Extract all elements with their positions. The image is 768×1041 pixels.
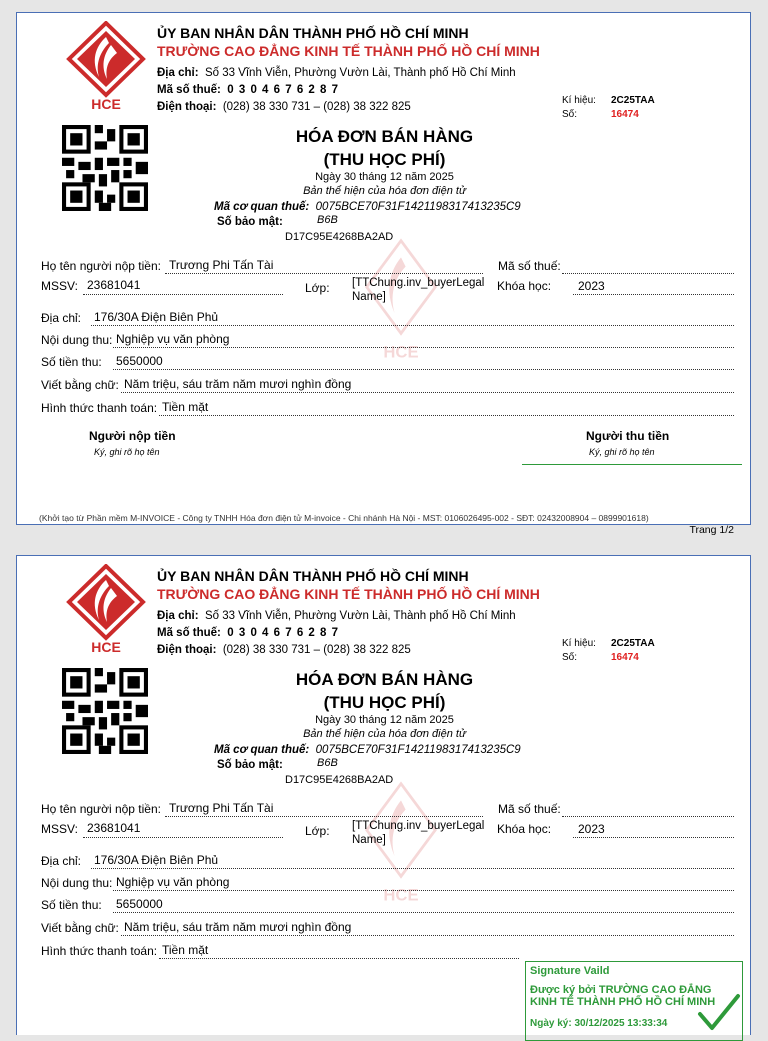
content-value: Nghiệp vụ văn phòng bbox=[116, 875, 230, 889]
invoice-date: Ngày 30 tháng 12 năm 2025 bbox=[315, 714, 454, 726]
invoice-note: Bản thể hiện của hóa đơn điện tử bbox=[303, 185, 466, 197]
number-label: Số: bbox=[562, 109, 578, 120]
checkmark-icon bbox=[696, 990, 742, 1034]
class-label: Lớp: bbox=[305, 824, 330, 838]
invoice-subtitle: (THU HỌC PHÍ) bbox=[323, 693, 446, 712]
invoice-subtitle: (THU HỌC PHÍ) bbox=[323, 150, 446, 169]
collector-signature-title: Người thu tiền bbox=[586, 429, 670, 443]
symbol-value: 2C25TAA bbox=[611, 95, 655, 106]
footer-software: (Khởi tạo từ Phần mềm M-INVOICE - Công ty TNHH Hóa đơn điện tử M-invoice - Chi nhánh Hà Nội - MST: 0106026495-002 - SĐT: 02432008904 – 0899901618) bbox=[39, 513, 649, 523]
digital-signature-box[interactable] bbox=[525, 961, 743, 1041]
student-id-label: MSSV: bbox=[41, 279, 78, 293]
security-label: Số bảo mật: bbox=[217, 216, 283, 228]
words-label: Viết bằng chữ: bbox=[41, 378, 119, 392]
address-label: Địa chỉ: bbox=[41, 311, 82, 325]
signature-signed-by: Được ký bởi TRƯỜNG CAO ĐẲNG KINH TẾ THÀNH PHỐ HỒ CHÍ MINH bbox=[530, 984, 716, 1008]
school-address: Địa chỉ: Số 33 Vĩnh Viễn, Phường Vườn Lài, Thành phố Hồ Chí Minh bbox=[157, 67, 516, 79]
school-phone: Điện thoại: (028) 38 330 731 – (028) 38 322 825 bbox=[157, 644, 411, 656]
invoice-title: HÓA ĐƠN BÁN HÀNG bbox=[295, 670, 474, 689]
svg-text:HCE: HCE bbox=[91, 96, 121, 111]
signature-date: Ngày ký: 30/12/2025 13:33:34 bbox=[530, 1018, 668, 1029]
committee-name: ỦY BAN NHÂN DÂN THÀNH PHỐ HỒ CHÍ MINH bbox=[157, 25, 469, 41]
school-tax: Mã số thuế: 0 3 0 4 6 7 6 2 8 7 bbox=[157, 627, 339, 639]
address-value: 176/30A Điện Biên Phủ bbox=[94, 310, 219, 324]
content-value: Nghiệp vụ văn phòng bbox=[116, 332, 230, 346]
student-id-value: 23681041 bbox=[87, 278, 141, 292]
buyer-tax-label: Mã số thuế: bbox=[498, 802, 561, 816]
invoice-page-1 bbox=[16, 12, 751, 536]
security-code-2: D17C95E4268BA2AD bbox=[285, 774, 394, 786]
course-label: Khóa học: bbox=[497, 822, 552, 836]
course-label: Khóa học: bbox=[497, 279, 552, 293]
class-value-1: [TTChung.inv_buyerLegal bbox=[352, 820, 485, 832]
signature-valid-label: Signature Vaild bbox=[530, 965, 610, 977]
collector-signature-note: Ký, ghi rõ họ tên bbox=[589, 447, 655, 457]
school-name: TRƯỜNG CAO ĐẲNG KINH TẾ THÀNH PHỐ HỒ CHÍ MINH bbox=[157, 43, 540, 59]
student-id-value: 23681041 bbox=[87, 821, 141, 835]
school-logo-icon bbox=[65, 564, 147, 654]
svg-text:HCE: HCE bbox=[91, 639, 121, 654]
amount-value: 5650000 bbox=[116, 354, 163, 368]
number-value: 16474 bbox=[611, 109, 639, 120]
amount-label: Số tiền thu: bbox=[41, 355, 102, 369]
student-id-label: MSSV: bbox=[41, 822, 78, 836]
agency-code: Mã cơ quan thuế: 0075BCE70F31F1421198317413235C9 bbox=[214, 201, 521, 213]
course-value: 2023 bbox=[578, 822, 605, 836]
security-label: Số bảo mật: bbox=[217, 759, 283, 771]
method-label: Hình thức thanh toán: bbox=[41, 944, 158, 958]
address-value: 176/30A Điện Biên Phủ bbox=[94, 853, 219, 867]
class-value-1: [TTChung.inv_buyerLegal bbox=[352, 277, 485, 289]
method-value: Tiền mặt bbox=[162, 400, 209, 414]
security-code-2: D17C95E4268BA2AD bbox=[285, 231, 394, 243]
security-code-1: B6B bbox=[317, 757, 338, 769]
method-label: Hình thức thanh toán: bbox=[41, 401, 158, 415]
payer-label: Họ tên người nộp tiền: bbox=[41, 259, 161, 273]
amount-label: Số tiền thu: bbox=[41, 898, 102, 912]
payer-signature-title: Người nộp tiền bbox=[89, 429, 176, 443]
class-value-2: Name] bbox=[352, 834, 386, 846]
amount-value: 5650000 bbox=[116, 897, 163, 911]
symbol-label: Kí hiệu: bbox=[562, 638, 596, 649]
symbol-label: Kí hiệu: bbox=[562, 95, 596, 106]
invoice-page-2 bbox=[16, 555, 751, 1035]
symbol-value: 2C25TAA bbox=[611, 638, 655, 649]
invoice-note: Bản thể hiện của hóa đơn điện tử bbox=[303, 728, 466, 740]
school-logo-icon bbox=[65, 21, 147, 111]
page-number: Trang 1/2 bbox=[689, 524, 734, 536]
invoice-date: Ngày 30 tháng 12 năm 2025 bbox=[315, 171, 454, 183]
signature-line bbox=[522, 464, 742, 465]
svg-text:HCE: HCE bbox=[383, 342, 419, 362]
school-tax: Mã số thuế: 0 3 0 4 6 7 6 2 8 7 bbox=[157, 84, 339, 96]
number-label: Số: bbox=[562, 652, 578, 663]
content-label: Nội dung thu: bbox=[41, 876, 113, 890]
address-label: Địa chỉ: bbox=[41, 854, 82, 868]
class-label: Lớp: bbox=[305, 281, 330, 295]
buyer-tax-label: Mã số thuế: bbox=[498, 259, 561, 273]
words-label: Viết bằng chữ: bbox=[41, 921, 119, 935]
class-value-2: Name] bbox=[352, 291, 386, 303]
security-code-1: B6B bbox=[317, 214, 338, 226]
school-name: TRƯỜNG CAO ĐẲNG KINH TẾ THÀNH PHỐ HỒ CHÍ MINH bbox=[157, 586, 540, 602]
school-address: Địa chỉ: Số 33 Vĩnh Viễn, Phường Vườn Lài, Thành phố Hồ Chí Minh bbox=[157, 610, 516, 622]
invoice-title: HÓA ĐƠN BÁN HÀNG bbox=[295, 127, 474, 146]
payer-value: Trương Phi Tấn Tài bbox=[169, 801, 274, 815]
payer-value: Trương Phi Tấn Tài bbox=[169, 258, 274, 272]
words-value: Năm triệu, sáu trăm năm mươi nghìn đồng bbox=[124, 920, 352, 934]
content-label: Nội dung thu: bbox=[41, 333, 113, 347]
school-phone: Điện thoại: (028) 38 330 731 – (028) 38 322 825 bbox=[157, 101, 411, 113]
number-value: 16474 bbox=[611, 652, 639, 663]
course-value: 2023 bbox=[578, 279, 605, 293]
words-value: Năm triệu, sáu trăm năm mươi nghìn đồng bbox=[124, 377, 352, 391]
payer-signature-note: Ký, ghi rõ họ tên bbox=[94, 447, 160, 457]
method-value: Tiền mặt bbox=[162, 943, 209, 957]
committee-name: ỦY BAN NHÂN DÂN THÀNH PHỐ HỒ CHÍ MINH bbox=[157, 568, 469, 584]
svg-text:HCE: HCE bbox=[383, 885, 419, 905]
payer-label: Họ tên người nộp tiền: bbox=[41, 802, 161, 816]
agency-code: Mã cơ quan thuế: 0075BCE70F31F1421198317413235C9 bbox=[214, 744, 521, 756]
